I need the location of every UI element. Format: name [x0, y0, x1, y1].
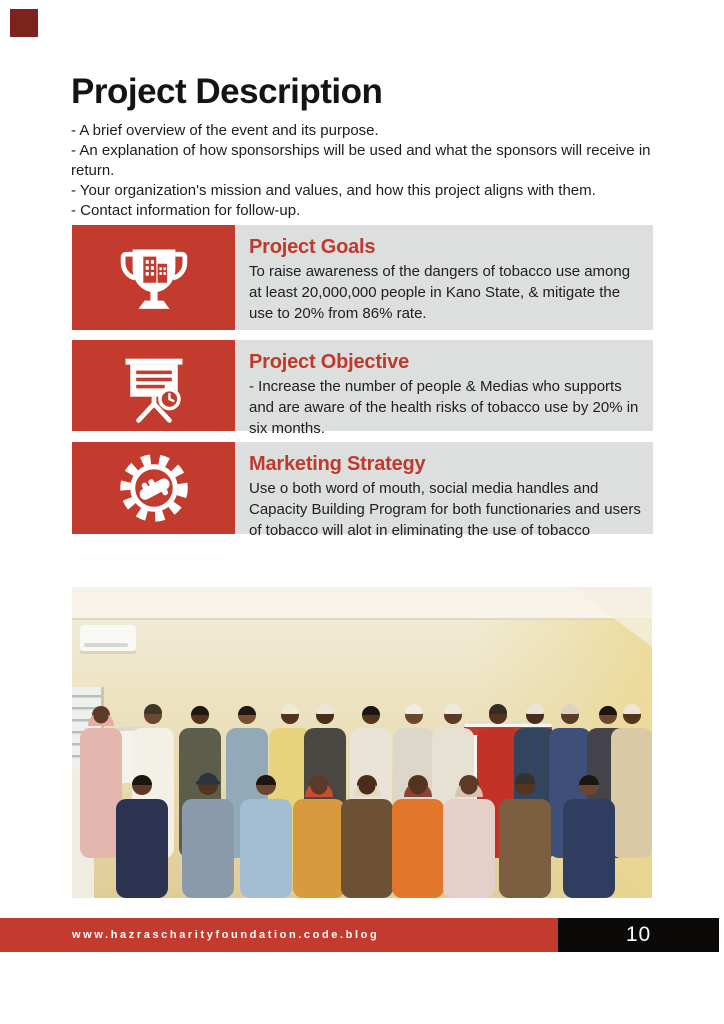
intro-list — [71, 121, 661, 221]
intro-line: - An explanation of how sponsorships will be used and what the sponsors will receive in return. — [71, 142, 651, 179]
section-project-objective — [72, 340, 653, 437]
group-photo — [72, 587, 652, 898]
gear-handshake-icon — [72, 442, 235, 534]
section-body: - Increase the number of people & Medias who supports and are aware of the health risks of tobacco use by 20% in six months. — [249, 378, 639, 437]
intro-line: - Contact information for follow-up. — [71, 202, 301, 219]
section-title: Marketing Strategy — [249, 453, 426, 475]
section-body: To raise awareness of the dangers of tobacco use among at least 20,000,000 people in Kano State, & mitigate the use to 20% from 86% rate. — [249, 263, 631, 322]
section-panel — [235, 442, 653, 539]
presentation-icon — [72, 340, 235, 431]
section-project-goals — [72, 225, 653, 330]
section-title: Project Goals — [249, 236, 376, 258]
page-number-box — [558, 918, 719, 952]
section-marketing-strategy — [72, 442, 653, 539]
corner-accent-square — [10, 9, 38, 37]
intro-line: - A brief overview of the event and its purpose. — [71, 122, 379, 139]
section-title: Project Objective — [249, 351, 409, 373]
page-title: Project Description — [71, 72, 383, 111]
page-number: 10 — [625, 923, 652, 946]
air-conditioner — [80, 625, 136, 654]
footer-bar — [0, 918, 558, 952]
section-body: Use o both word of mouth, social media handles and Capacity Building Program for both functionaries and users of tobacco will alot in eliminating the use of tobacco — [249, 480, 641, 539]
trophy-icon — [72, 225, 235, 330]
footer-url[interactable]: www.hazrascharityfoundation.code.blog — [72, 929, 380, 941]
section-panel — [235, 225, 653, 330]
section-panel — [235, 340, 653, 437]
intro-line: - Your organization's mission and values, and how this project aligns with them. — [71, 182, 596, 199]
